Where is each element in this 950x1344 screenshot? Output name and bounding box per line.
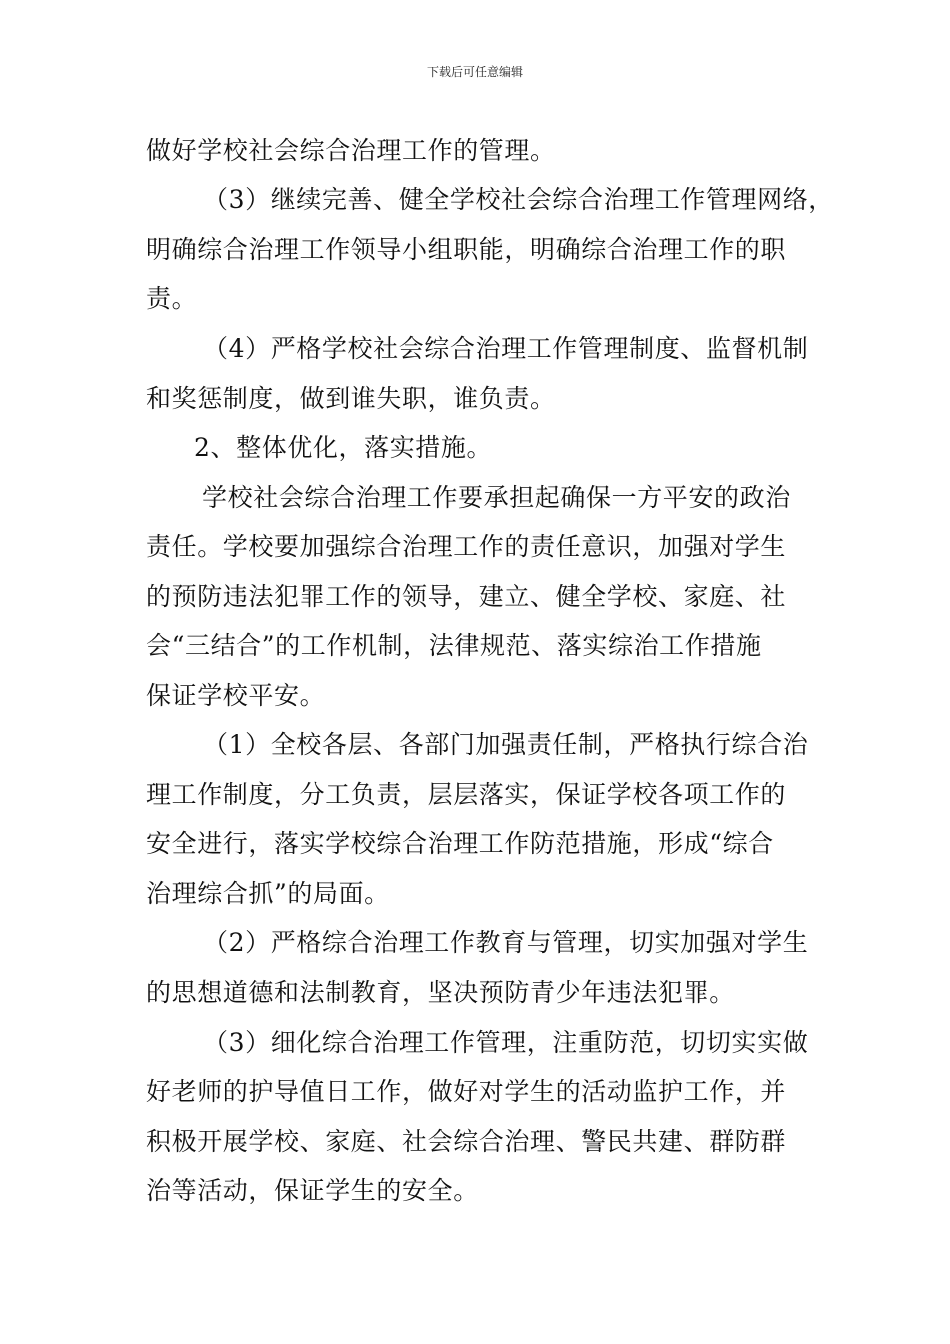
- text-line: 安全进行，落实学校综合治理工作防范措施，形成“综合: [146, 829, 774, 858]
- text-line: 治等活动，保证学生的安全。: [146, 1176, 479, 1205]
- text-line: 2、整体优化，落实措施。: [194, 433, 493, 462]
- text-line: （2）严格综合治理工作教育与管理，切实加强对学生: [203, 928, 809, 957]
- text-line: 和奖惩制度，做到谁失职，谁负责。: [146, 384, 556, 413]
- text-line: 治理综合抓”的局面。: [146, 879, 390, 908]
- text-line: （3）继续完善、健全学校社会综合治理工作管理网络，: [203, 185, 834, 214]
- page-header: 下载后可任意编辑: [426, 65, 523, 79]
- text-line: 学校社会综合治理工作要承担起确保一方平安的政治: [202, 483, 791, 512]
- text-line: 责。: [146, 284, 198, 313]
- text-line: 好老师的护导值日工作，做好对学生的活动监护工作，并: [146, 1077, 787, 1106]
- text-line: （3）细化综合治理工作管理，注重防范，切切实实做: [203, 1028, 809, 1057]
- text-line: 责任。学校要加强综合治理工作的责任意识，加强对学生: [146, 532, 787, 561]
- text-line: 会“三结合”的工作机制，法律规范、落实综治工作措施: [146, 631, 762, 660]
- text-line: 保证学校平安。: [146, 681, 326, 710]
- text-line: 理工作制度，分工负责，层层落实，保证学校各项工作的: [146, 780, 787, 809]
- text-line: 积极开展学校、家庭、社会综合治理、警民共建、群防群: [146, 1127, 787, 1156]
- text-line: 的预防违法犯罪工作的领导，建立、健全学校、家庭、社: [146, 582, 787, 611]
- text-line: 明确综合治理工作领导小组职能，明确综合治理工作的职: [146, 235, 787, 264]
- text-line: 做好学校社会综合治理工作的管理。: [146, 136, 556, 165]
- text-line: 的思想道德和法制教育，坚决预防青少年违法犯罪。: [146, 978, 735, 1007]
- text-line: （4）严格学校社会综合治理工作管理制度、监督机制: [203, 334, 809, 363]
- text-line: （1）全校各层、各部门加强责任制，严格执行综合治: [203, 730, 809, 759]
